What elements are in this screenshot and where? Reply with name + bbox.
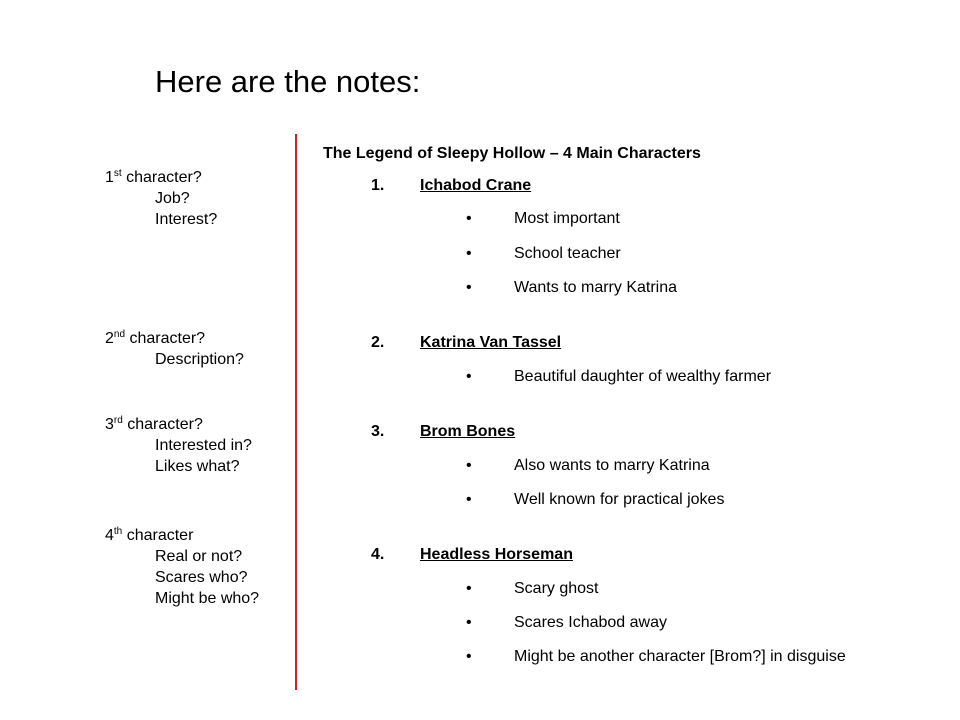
prompt-label: character?	[125, 330, 206, 347]
prompt-question: Job?	[155, 190, 190, 207]
prompt-suffix: nd	[113, 329, 126, 340]
prompt-number: 3	[105, 416, 114, 433]
prompt-heading	[105, 328, 244, 349]
bullet-icon: •	[466, 368, 472, 385]
character-point: Scares Ichabod away	[514, 614, 667, 631]
prompt-question: Real or not?	[155, 548, 243, 565]
prompt-3	[105, 414, 252, 477]
character-point: Scary ghost	[514, 580, 599, 597]
bullet-icon: •	[466, 648, 472, 665]
character-point: Also wants to marry Katrina	[514, 457, 710, 474]
prompt-question: Likes what?	[155, 458, 240, 475]
character-name: Headless Horseman	[420, 546, 573, 563]
prompt-suffix: rd	[113, 415, 123, 426]
prompt-label: character?	[121, 169, 202, 186]
prompt-question: Description?	[155, 351, 244, 368]
prompt-question: Interest?	[155, 211, 218, 228]
prompt-2	[105, 328, 244, 370]
page-title: Here are the notes:	[155, 64, 421, 99]
character-point: Might be another character [Brom?] in disguise	[514, 648, 846, 665]
prompt-question: Might be who?	[155, 590, 260, 607]
bullet-icon: •	[466, 491, 472, 508]
character-name: Brom Bones	[420, 423, 516, 440]
character-number: 3.	[371, 423, 385, 440]
bullet-icon: •	[466, 279, 472, 296]
character-point: School teacher	[514, 245, 621, 262]
character-point: Most important	[514, 210, 620, 227]
bullet-icon: •	[466, 245, 472, 262]
prompt-number: 2	[105, 330, 114, 347]
notes-heading: The Legend of Sleepy Hollow – 4 Main Characters	[323, 145, 701, 162]
prompt-1	[105, 167, 217, 230]
bullet-icon: •	[466, 457, 472, 474]
character-name: Katrina Van Tassel	[420, 334, 562, 351]
prompt-heading	[105, 414, 252, 435]
bullet-icon: •	[466, 210, 472, 227]
prompt-suffix: th	[113, 526, 123, 537]
prompt-heading	[105, 167, 217, 188]
prompt-question: Scares who?	[155, 569, 248, 586]
prompt-label: character	[122, 527, 194, 544]
bullet-icon: •	[466, 580, 472, 597]
prompt-number: 1	[105, 169, 114, 186]
character-number: 1.	[371, 177, 385, 194]
bullet-icon: •	[466, 614, 472, 631]
character-number: 2.	[371, 334, 385, 351]
vertical-divider	[295, 134, 297, 690]
character-name: Ichabod Crane	[420, 177, 532, 194]
prompt-4	[105, 525, 259, 609]
prompt-heading	[105, 525, 259, 546]
prompt-question: Interested in?	[155, 437, 252, 454]
prompt-label: character?	[122, 416, 203, 433]
prompt-number: 4	[105, 527, 114, 544]
character-point: Wants to marry Katrina	[514, 279, 678, 296]
character-point: Beautiful daughter of wealthy farmer	[514, 368, 772, 385]
prompt-suffix: st	[113, 168, 122, 179]
character-point: Well known for practical jokes	[514, 491, 725, 508]
character-number: 4.	[371, 546, 385, 563]
